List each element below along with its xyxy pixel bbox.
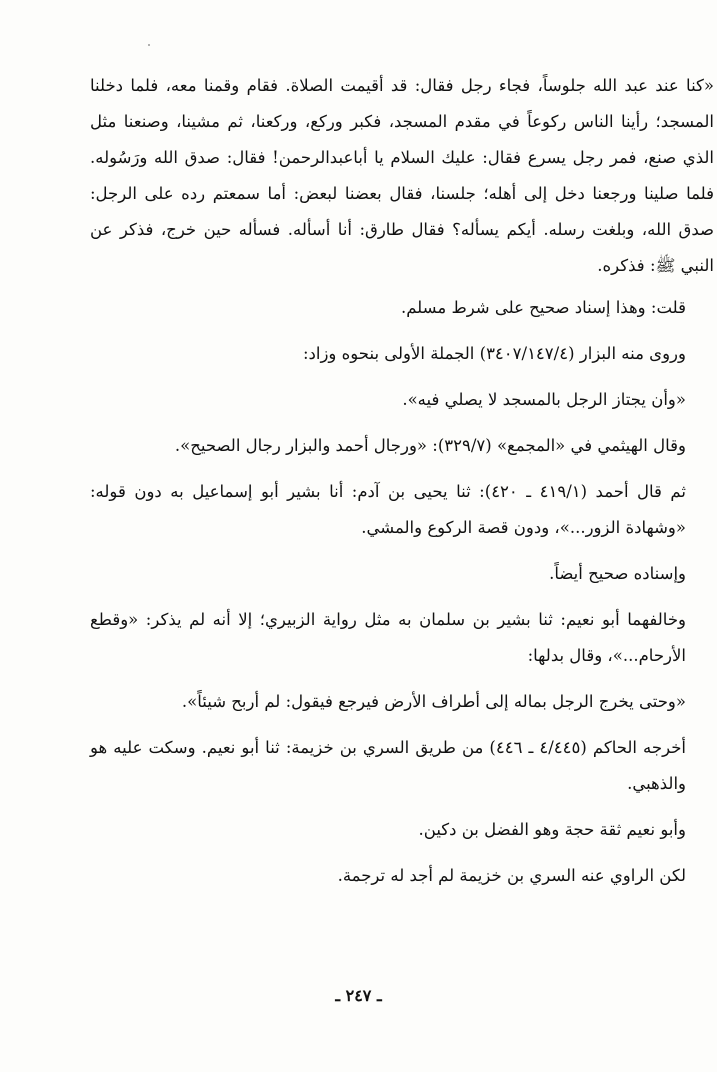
commentary-paragraph: وقال الهيثمي في «المجمع» (٣٢٩/٧): «ورجال أحمد والبزار رجال الصحيح». [174, 436, 686, 455]
commentary-paragraph: أخرجه الحاكم (٤/٤٤٥ ـ ٤٤٦) من طريق السري بن خزيمة: ثنا أبو نعيم. وسكت عليه هو والذهبي. [90, 738, 686, 793]
page-number: ـ ٢٤٧ ـ [335, 986, 382, 1005]
commentary-paragraph: وأبو نعيم ثقة حجة وهو الفضل بن دكين. [418, 820, 686, 839]
commentary-paragraph: وإسناده صحيح أيضاً. [549, 564, 686, 583]
page-body [90, 68, 714, 904]
commentary-paragraph: وخالفهما أبو نعيم: ثنا بشير بن سلمان به مثل رواية الزبيري؛ إلا أنه لم يذكر: «وقطع الأرحام...»، وقال بدلها: [90, 610, 686, 665]
quote-paragraph: «وحتى يخرج الرجل بماله إلى أطراف الأرض فيرجع فيقول: لم أربح شيئاً». [181, 692, 686, 711]
scan-speck [148, 44, 150, 46]
quote-paragraph: «وأن يجتاز الرجل بالمسجد لا يصلي فيه». [402, 390, 686, 409]
hadith-text-paragraph: «كنا عند عبد الله جلوساً، فجاء رجل فقال: قد أقيمت الصلاة. فقام وقمنا معه، فلما دخلنا المسجد؛ رأينا الناس ركوعاً في مقدم المسجد، فكبر وركع، وركعنا، ثم مشينا، وصنعنا مثل الذي صنع، فمر رجل يسرع فقال: عليك السلام يا أباعبدالرحمن! فقال: صدق الله ورَسُوله. فلما صلينا ورجعنا دخل إلى أهله؛ جلسنا، فقال بعضنا لبعض: أما سمعتم رده على الرجل: صدق الله، وبلغت رسله. أيكم يسأله؟ فقال طارق: أنا أسأله. فسأله حين خرج، فذكر عن النبي ﷺ: فذكره. [90, 76, 714, 275]
commentary-paragraph: لكن الراوي عنه السري بن خزيمة لم أجد له ترجمة. [337, 866, 686, 885]
commentary-paragraph: قلت: وهذا إسناد صحيح على شرط مسلم. [400, 298, 686, 317]
commentary-paragraph: ثم قال أحمد (٤١٩/١ ـ ٤٢٠): ثنا يحيى بن آدم: أنا بشير أبو إسماعيل به دون قوله: «وشهادة الزور...»، ودون قصة الركوع والمشي. [90, 482, 687, 537]
commentary-paragraph: وروى منه البزار (٣٤٠٧/١٤٧/٤) الجملة الأولى بنحوه وزاد: [302, 344, 686, 363]
